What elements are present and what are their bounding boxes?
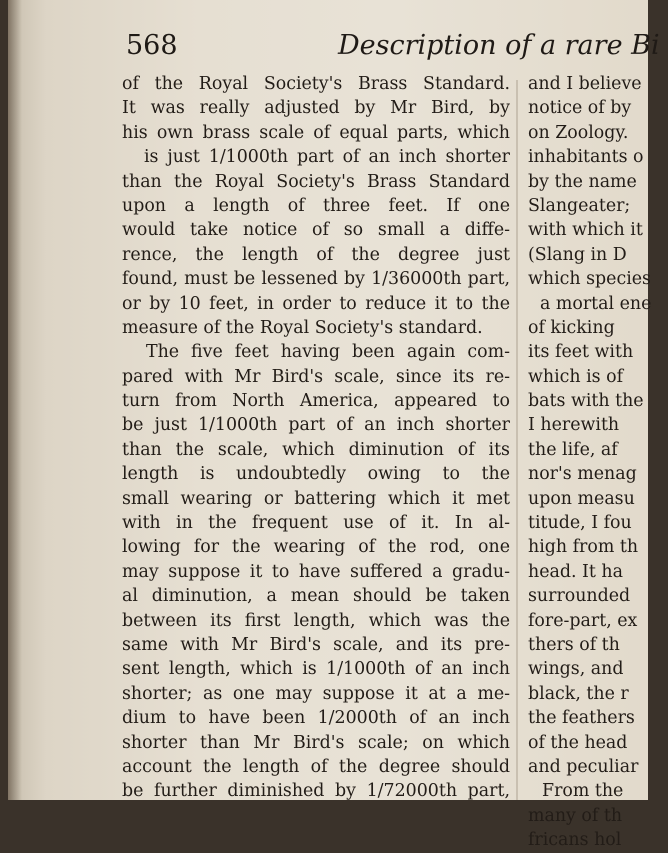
text-line: black, the r	[528, 683, 629, 704]
text-line: with which it	[528, 220, 643, 241]
running-head: Description of a rare Bi	[338, 30, 660, 61]
text-line: surrounded	[528, 586, 631, 607]
text-line: measure of the Royal Society's standard.	[122, 317, 483, 338]
text-line: lowing for the wearing of the rod, one	[122, 537, 510, 558]
text-line: dium to have been 1/2000th of an inch	[122, 708, 510, 729]
text-line: many of th	[528, 805, 623, 826]
text-line: From the	[542, 781, 624, 802]
text-line: which is of	[528, 366, 624, 387]
text-line: its feet with	[528, 342, 634, 363]
text-line: bats with the	[528, 391, 644, 412]
text-line: small wearing or battering which it met	[122, 488, 510, 509]
text-line: by the name	[528, 171, 637, 192]
text-line: of kicking	[528, 317, 615, 338]
text-line: his own brass scale of equal parts, which	[122, 122, 510, 143]
text-line: rence, the length of the degree just	[122, 244, 510, 265]
text-line: fricans hol	[528, 830, 622, 851]
text-line: notice of by	[528, 98, 632, 119]
text-line: found, must be lessened by 1/36000th part,	[122, 269, 510, 290]
text-line: and peculiar	[528, 756, 639, 777]
text-line: and I believe	[528, 74, 642, 94]
text-line: the feathers	[528, 708, 635, 729]
text-line: than the scale, which diminution of its	[122, 439, 510, 460]
text-line: shorter than Mr Bird's scale; on which	[122, 732, 510, 753]
text-line: titude, I fou	[528, 513, 632, 534]
text-line: upon measu	[528, 488, 635, 509]
text-line: be just 1/1000th part of an inch shorter	[122, 415, 510, 436]
text-line: turn from North America, appeared to	[122, 391, 510, 412]
text-line: length is undoubtedly owing to the	[122, 464, 510, 485]
text-line: I herewith	[528, 415, 620, 436]
text-line: It was really adjusted by Mr Bird, by	[122, 98, 510, 119]
text-line: between its first length, which was the	[122, 610, 510, 631]
text-line: fore-part, ex	[528, 610, 638, 631]
text-line: wings, and	[528, 659, 624, 680]
text-line: account the length of the degree should	[122, 756, 510, 777]
book-page	[8, 0, 660, 851]
text-line: may suppose it to have suffered a gradu-	[122, 561, 510, 582]
text-line: is just 1/1000th part of an inch shorter	[144, 147, 510, 168]
text-line: shorter; as one may suppose it at a me-	[122, 683, 510, 704]
text-line: would take notice of so small a diffe-	[122, 220, 510, 241]
text-line: pared with Mr Bird's scale, since its re-	[122, 366, 510, 387]
page-header	[126, 30, 666, 74]
text-line: of the Royal Society's Brass Standard.	[122, 74, 510, 94]
text-line: al diminution, a mean should be taken	[122, 586, 510, 607]
text-line: upon a length of three feet. If one	[122, 195, 510, 216]
text-line: same with Mr Bird's scale, and its pre-	[122, 634, 510, 655]
text-line: on Zoology.	[528, 122, 629, 143]
text-line: or by 10 feet, in order to reduce it to the	[122, 293, 510, 314]
text-line: be further diminished by 1/72000th part,	[122, 781, 510, 802]
text-line: Slangeater;	[528, 195, 631, 216]
text-line: a mortal ene	[540, 293, 652, 314]
text-line: thers of th	[528, 634, 620, 655]
text-line: of the head	[528, 732, 628, 753]
text-line: the life, af	[528, 439, 618, 460]
text-line: which species	[528, 269, 651, 290]
left-text-column	[122, 72, 510, 804]
right-text-column	[528, 72, 668, 853]
column-gutter	[516, 80, 518, 800]
text-line: sent length, which is 1/1000th of an inch	[122, 659, 510, 680]
page-number: 568	[126, 30, 178, 61]
text-line: nor's menag	[528, 464, 637, 485]
text-line: with in the frequent use of it. In al-	[122, 513, 510, 534]
text-line: head. It ha	[528, 561, 624, 582]
text-line: high from th	[528, 537, 639, 558]
text-line: than the Royal Society's Brass Standard	[122, 171, 510, 192]
text-line: The five feet having been again com-	[146, 342, 510, 363]
text-line: (Slang in D	[528, 244, 627, 265]
text-line: inhabitants o	[528, 147, 644, 168]
